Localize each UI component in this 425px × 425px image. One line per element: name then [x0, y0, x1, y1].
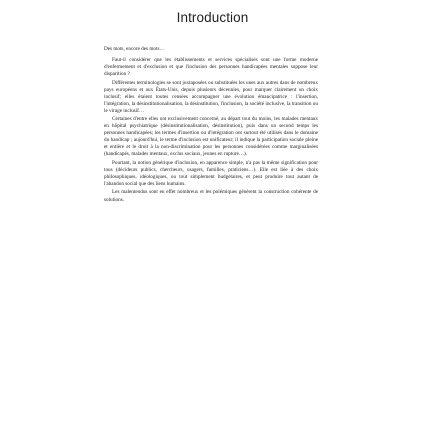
paragraph: Les malentendus sont en effet nombreux et les polémiques génèrent la construction cohérente de solutions. [104, 189, 318, 203]
paragraph: Différentes terminologies se sont juxtaposées ou substituées les unes aux autres dans de nombreux pays européens et aux États-Unis, depuis plusieurs décennies, pour marquer clairement un choix inclusif; elles étaient toutes censées accompagner une évolution émancipatrice : l'insertion, l'intégration, la désinstitutionalisation, la désinstitution, l'inclusion, la société inclusive, la transition ou le virage inclusif… [104, 79, 318, 114]
epigraph: Des mots, encore des mots… [104, 46, 165, 52]
paragraph: Faut-il considérer que les établissements et services spécialisés sont une forme moderne d'enfermement et d'exclusion et que l'inclusion des personnes handicapées mentales suppose leur disparition ? [104, 57, 318, 78]
paragraph: Pourtant, la notion générique d'inclusion, en apparence simple, n'a pas la même signification pour tous (décideurs publics, chercheurs, usagers, familles, praticiens…). Elle est liée à des choix philosophiques, idéologiques, ou tout simplement budgétaires, et peut produire tout autant de l'abandon social que des liens humains. [104, 159, 318, 188]
body-text [104, 46, 318, 205]
paragraph: Certaines d'entre elles ont exclusivement concerné, au départ tout du moins, les malades mentaux en hôpital psychiatrique (désinstitutionalisation, désinstitution), puis dans un second temps les personnes handicapées; les termes d'insertion ou d'intégration ont surtout été utilisés dans le domaine du handicap ; aujourd'hui, le terme d'inclusion est unificateur; il indique la participation sociale pleine et entière et le droit à la non-discrimination pour les personnes considérées comme marginalisées (handicapés, malades mentaux, exclus sociaux, jeunes en rupture…). [104, 116, 318, 158]
page-title: Introduction [176, 10, 249, 25]
